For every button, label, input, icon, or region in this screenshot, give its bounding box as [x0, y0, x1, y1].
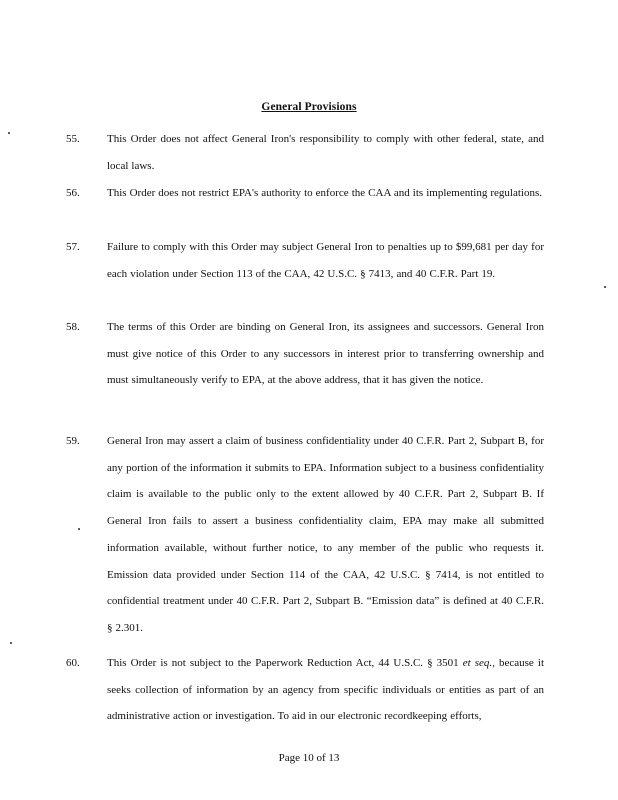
paragraph-text	[107, 650, 544, 730]
paragraph-number: 58.	[66, 321, 80, 333]
paragraph-58	[66, 314, 544, 394]
paragraph-text: This Order does not restrict EPA's authority to enforce the CAA and its implementing regulations.	[107, 187, 543, 199]
paragraph-number: 60.	[66, 657, 80, 669]
paragraph-number: 55.	[66, 133, 80, 145]
paragraph-55	[66, 126, 544, 179]
paragraph-number: 57.	[66, 241, 80, 253]
paragraph-text: This Order does not affect General Iron's responsibility to comply with other federal, state, and local laws.	[107, 133, 544, 172]
scan-speck	[10, 642, 12, 644]
paragraph-italic-citation: et seq.	[462, 657, 493, 669]
section-heading: General Provisions	[261, 101, 357, 113]
paragraph-text: Failure to comply with this Order may subject General Iron to penalties up to $99,681 per day for each violation under Section 113 of the CAA, 42 U.S.C. § 7413, and 40 C.F.R. Part 19.	[107, 241, 544, 280]
paragraph-text: General Iron may assert a claim of business confidentiality under 40 C.F.R. Part 2, Subpart B, for any portion of the information it submits to EPA. Information subject to a business confidentiality claim is available to the public only to the extent allowed by 40 C.F.R. Part 2, Subpart B. If General Iron fails to assert a business confidentiality claim, EPA may make all submitted information available, without further notice, to any member of the public who requests it. Emission data provided under Section 114 of the CAA, 42 U.S.C. § 7414, is not entitled to confidential treatment under 40 C.F.R. Part 2, Subpart B. “Emission data” is defined at 40 C.F.R. § 2.301.	[107, 435, 544, 634]
paragraph-number: 56.	[66, 187, 80, 199]
scan-speck	[604, 286, 606, 288]
paragraph-number: 59.	[66, 435, 80, 447]
scan-speck	[78, 528, 80, 530]
paragraph-text-part: This Order is not subject to the Paperwork Reduction Act, 44 U.S.C. § 3501	[107, 657, 463, 669]
page-footer: Page 10 of 13	[278, 752, 340, 764]
paragraph-text: The terms of this Order are binding on General Iron, its assignees and successors. General Iron must give notice of this Order to any successors in interest prior to transferring ownership and must simultaneously verify to EPA, at the above address, that it has given the notice.	[107, 321, 544, 387]
paragraph-57	[66, 234, 544, 287]
paragraph-text-part: , because it seeks collection of information by an agency from specific individuals or entities as part of an administrative action or investigation. To aid in our electronic recordkeeping efforts,	[107, 657, 544, 723]
paragraph-56	[66, 180, 544, 207]
scan-speck	[8, 132, 10, 134]
paragraph-59	[66, 428, 544, 642]
paragraph-60	[66, 650, 544, 730]
